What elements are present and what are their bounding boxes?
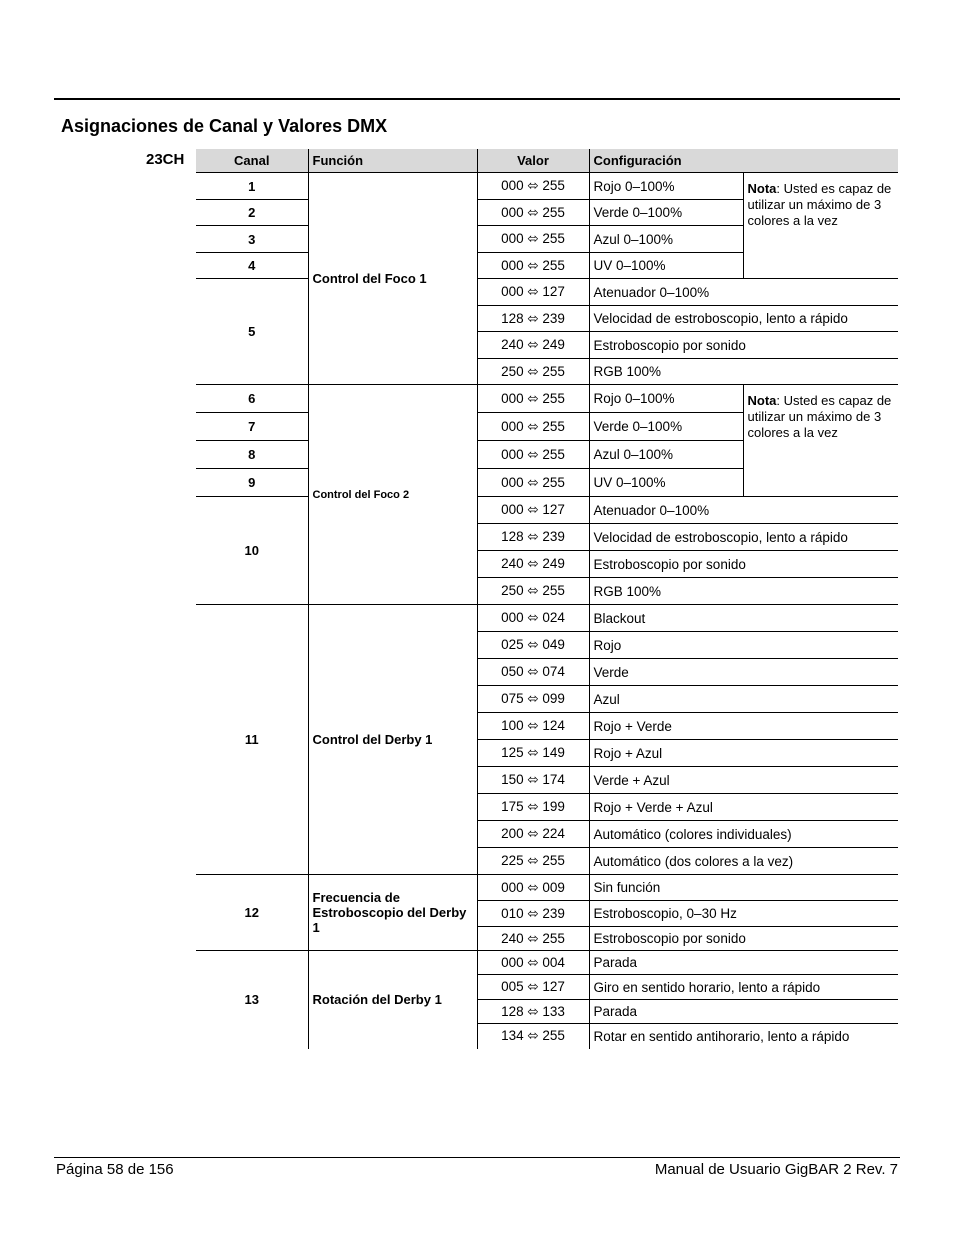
table-header-row <box>196 149 898 173</box>
note-cell <box>743 385 898 497</box>
config-cell: Rojo + Azul <box>589 740 898 767</box>
channel-cell: 5 <box>196 279 308 385</box>
bottom-rule <box>54 1157 900 1158</box>
table-row <box>196 279 898 306</box>
config-cell: Automático (dos colores a la vez) <box>589 848 898 875</box>
config-cell: Verde + Azul <box>589 767 898 794</box>
config-cell: Blackout <box>589 605 898 632</box>
function-cell: Frecuencia de Estroboscopio del Derby 1 <box>308 875 477 951</box>
value-cell: 240 ⬄ 249 <box>477 551 589 578</box>
config-cell: Parada <box>589 951 898 975</box>
config-cell: Azul 0–100% <box>589 441 743 469</box>
value-cell: 100 ⬄ 124 <box>477 713 589 740</box>
value-cell: 005 ⬄ 127 <box>477 975 589 1000</box>
channel-cell: 3 <box>196 226 308 253</box>
table-row <box>196 951 898 975</box>
channel-cell: 12 <box>196 875 308 951</box>
value-cell: 050 ⬄ 074 <box>477 659 589 686</box>
note-label: Nota <box>747 393 777 408</box>
function-cell: Control del Foco 1 <box>308 173 477 385</box>
config-cell: UV 0–100% <box>589 253 743 279</box>
value-cell: 250 ⬄ 255 <box>477 578 589 605</box>
config-cell: Rojo + Verde + Azul <box>589 794 898 821</box>
value-cell: 150 ⬄ 174 <box>477 767 589 794</box>
value-cell: 000 ⬄ 255 <box>477 413 589 441</box>
value-cell: 250 ⬄ 255 <box>477 359 589 385</box>
channel-cell: 13 <box>196 951 308 1049</box>
manual-title: Manual de Usuario GigBAR 2 Rev. 7 <box>654 1161 898 1178</box>
config-cell: Rojo + Verde <box>589 713 898 740</box>
value-cell: 000 ⬄ 127 <box>477 497 589 524</box>
value-cell: 225 ⬄ 255 <box>477 848 589 875</box>
config-cell: Estroboscopio por sonido <box>589 927 898 951</box>
config-cell: Sin función <box>589 875 898 901</box>
value-cell: 000 ⬄ 255 <box>477 253 589 279</box>
table-row <box>196 605 898 632</box>
top-rule <box>54 98 900 100</box>
value-cell: 125 ⬄ 149 <box>477 740 589 767</box>
config-cell: Parada <box>589 1000 898 1024</box>
channel-cell: 9 <box>196 469 308 497</box>
config-cell: Azul 0–100% <box>589 226 743 253</box>
value-cell: 000 ⬄ 255 <box>477 385 589 413</box>
note-text: : Usted es capaz de utilizar un máximo de 3 colores a la vez <box>747 181 892 228</box>
channel-cell: 10 <box>196 497 308 605</box>
config-cell: Atenuador 0–100% <box>589 497 898 524</box>
note-cell <box>743 173 898 279</box>
config-cell: Verde <box>589 659 898 686</box>
value-cell: 000 ⬄ 255 <box>477 469 589 497</box>
channel-cell: 6 <box>196 385 308 413</box>
value-cell: 128 ⬄ 133 <box>477 1000 589 1024</box>
function-cell: Rotación del Derby 1 <box>308 951 477 1049</box>
dmx-table <box>196 149 898 1049</box>
table-row <box>196 875 898 901</box>
value-cell: 000 ⬄ 255 <box>477 200 589 226</box>
channel-cell: 4 <box>196 253 308 279</box>
channel-cell: 7 <box>196 413 308 441</box>
channel-cell: 11 <box>196 605 308 875</box>
value-cell: 200 ⬄ 224 <box>477 821 589 848</box>
value-cell: 175 ⬄ 199 <box>477 794 589 821</box>
value-cell: 000 ⬄ 255 <box>477 441 589 469</box>
config-cell: RGB 100% <box>589 359 898 385</box>
mode-label: 23CH <box>146 151 185 168</box>
note-label: Nota <box>747 181 777 196</box>
value-cell: 075 ⬄ 099 <box>477 686 589 713</box>
col-valor: Valor <box>477 149 589 173</box>
channel-cell: 8 <box>196 441 308 469</box>
note-text: : Usted es capaz de utilizar un máximo de 3 colores a la vez <box>747 393 892 440</box>
config-cell: Verde 0–100% <box>589 200 743 226</box>
col-config: Configuración <box>589 149 898 173</box>
config-cell: Rojo <box>589 632 898 659</box>
page-number: Página 58 de 156 <box>56 1161 174 1178</box>
config-cell: Estroboscopio por sonido <box>589 332 898 359</box>
value-cell: 000 ⬄ 255 <box>477 226 589 253</box>
value-cell: 240 ⬄ 255 <box>477 927 589 951</box>
function-cell: Control del Derby 1 <box>308 605 477 875</box>
config-cell: RGB 100% <box>589 578 898 605</box>
config-cell: Rotar en sentido antihorario, lento a rápido <box>589 1024 898 1049</box>
config-cell: Automático (colores individuales) <box>589 821 898 848</box>
config-cell: Rojo 0–100% <box>589 385 743 413</box>
table-row <box>196 173 898 200</box>
function-cell: Control del Foco 2 <box>308 385 477 605</box>
config-cell: Azul <box>589 686 898 713</box>
channel-cell: 1 <box>196 173 308 200</box>
config-cell: Rojo 0–100% <box>589 173 743 200</box>
value-cell: 128 ⬄ 239 <box>477 524 589 551</box>
table-row <box>196 497 898 524</box>
value-cell: 240 ⬄ 249 <box>477 332 589 359</box>
config-cell: Giro en sentido horario, lento a rápido <box>589 975 898 1000</box>
config-cell: Verde 0–100% <box>589 413 743 441</box>
value-cell: 000 ⬄ 004 <box>477 951 589 975</box>
value-cell: 128 ⬄ 239 <box>477 306 589 332</box>
col-funcion: Función <box>308 149 477 173</box>
value-cell: 134 ⬄ 255 <box>477 1024 589 1049</box>
value-cell: 000 ⬄ 127 <box>477 279 589 306</box>
section-title: Asignaciones de Canal y Valores DMX <box>61 116 388 136</box>
value-cell: 010 ⬄ 239 <box>477 901 589 927</box>
config-cell: Velocidad de estroboscopio, lento a rápido <box>589 524 898 551</box>
config-cell: UV 0–100% <box>589 469 743 497</box>
config-cell: Estroboscopio por sonido <box>589 551 898 578</box>
value-cell: 000 ⬄ 009 <box>477 875 589 901</box>
channel-cell: 2 <box>196 200 308 226</box>
config-cell: Atenuador 0–100% <box>589 279 898 306</box>
table-row <box>196 385 898 413</box>
config-cell: Velocidad de estroboscopio, lento a rápido <box>589 306 898 332</box>
value-cell: 000 ⬄ 255 <box>477 173 589 200</box>
col-canal: Canal <box>196 149 308 173</box>
value-cell: 000 ⬄ 024 <box>477 605 589 632</box>
value-cell: 025 ⬄ 049 <box>477 632 589 659</box>
config-cell: Estroboscopio, 0–30 Hz <box>589 901 898 927</box>
